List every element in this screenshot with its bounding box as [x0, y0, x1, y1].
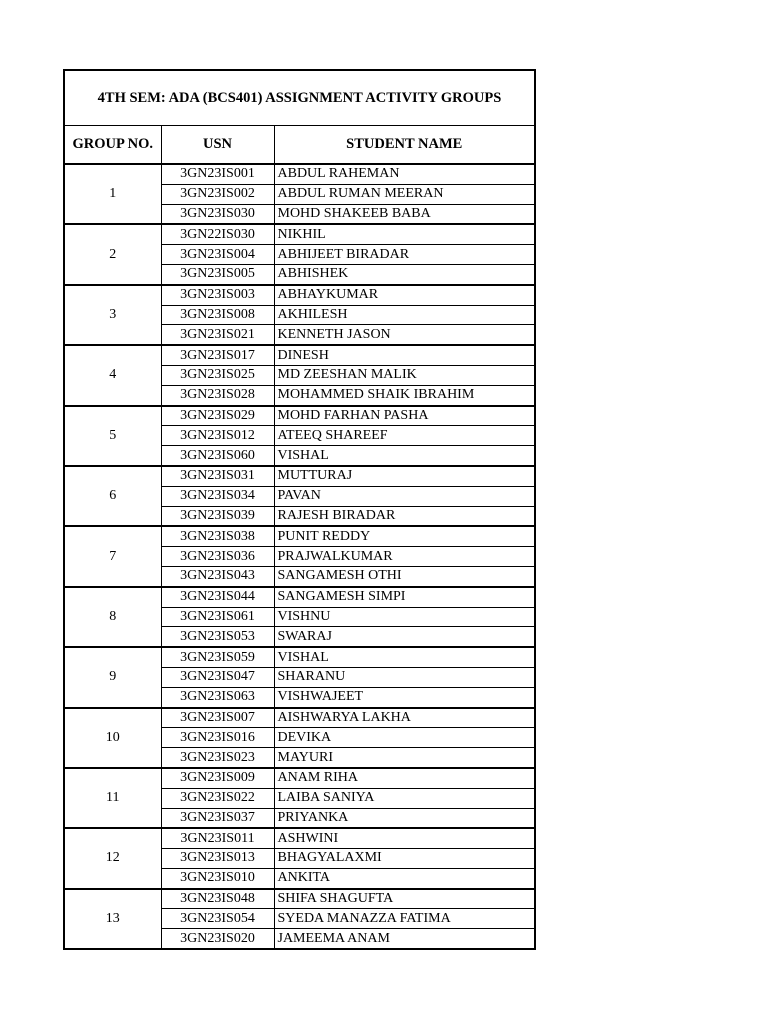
student-name-cell: ABDUL RAHEMAN	[274, 164, 535, 184]
usn-cell: 3GN23IS031	[161, 466, 274, 486]
student-name-cell: KENNETH JASON	[274, 325, 535, 345]
usn-cell: 3GN23IS022	[161, 788, 274, 808]
usn-cell: 3GN23IS001	[161, 164, 274, 184]
student-name-cell: VISHAL	[274, 446, 535, 466]
usn-cell: 3GN23IS011	[161, 828, 274, 848]
group-number: 12	[64, 828, 161, 888]
usn-cell: 3GN23IS016	[161, 728, 274, 748]
usn-cell: 3GN23IS034	[161, 486, 274, 506]
student-name-cell: PAVAN	[274, 486, 535, 506]
table-row	[64, 406, 535, 426]
usn-cell: 3GN23IS036	[161, 547, 274, 567]
usn-cell: 3GN22IS030	[161, 224, 274, 244]
usn-cell: 3GN23IS054	[161, 909, 274, 929]
student-name-cell: MOHAMMED SHAIK IBRAHIM	[274, 385, 535, 405]
student-name-cell: NIKHIL	[274, 224, 535, 244]
student-name-cell: MD ZEESHAN MALIK	[274, 365, 535, 385]
usn-cell: 3GN23IS059	[161, 647, 274, 667]
usn-cell: 3GN23IS009	[161, 768, 274, 788]
sheet-title: 4TH SEM: ADA (BCS401) ASSIGNMENT ACTIVITY GROUPS	[64, 70, 535, 126]
group-number: 4	[64, 345, 161, 405]
student-name-cell: MOHD SHAKEEB BABA	[274, 204, 535, 224]
table-row	[64, 285, 535, 305]
student-name-cell: VISHWAJEET	[274, 687, 535, 707]
student-name-cell: SYEDA MANAZZA FATIMA	[274, 909, 535, 929]
student-name-cell: PRAJWALKUMAR	[274, 547, 535, 567]
usn-cell: 3GN23IS023	[161, 748, 274, 768]
usn-cell: 3GN23IS013	[161, 849, 274, 869]
student-name-cell: PRIYANKA	[274, 808, 535, 828]
student-name-cell: SWARAJ	[274, 627, 535, 647]
student-name-cell: AKHILESH	[274, 305, 535, 325]
usn-cell: 3GN23IS005	[161, 264, 274, 284]
group-number: 6	[64, 466, 161, 526]
group-number: 7	[64, 526, 161, 586]
student-name-cell: SHIFA SHAGUFTA	[274, 889, 535, 909]
student-name-cell: ABHAYKUMAR	[274, 285, 535, 305]
table-row	[64, 708, 535, 728]
student-name-cell: MAYURI	[274, 748, 535, 768]
student-name-cell: SHARANU	[274, 667, 535, 687]
usn-cell: 3GN23IS012	[161, 426, 274, 446]
table-row	[64, 768, 535, 788]
usn-cell: 3GN23IS044	[161, 587, 274, 607]
student-name-cell: ASHWINI	[274, 828, 535, 848]
usn-cell: 3GN23IS063	[161, 687, 274, 707]
usn-cell: 3GN23IS003	[161, 285, 274, 305]
student-name-cell: SANGAMESH SIMPI	[274, 587, 535, 607]
usn-cell: 3GN23IS030	[161, 204, 274, 224]
header-group-no: GROUP NO.	[64, 126, 161, 165]
student-name-cell: ABHIJEET BIRADAR	[274, 245, 535, 265]
student-name-cell: DINESH	[274, 345, 535, 365]
header-row	[64, 126, 535, 165]
student-name-cell: DEVIKA	[274, 728, 535, 748]
group-number: 8	[64, 587, 161, 647]
table-row	[64, 889, 535, 909]
student-name-cell: ABDUL RUMAN MEERAN	[274, 184, 535, 204]
table-row	[64, 164, 535, 184]
usn-cell: 3GN23IS029	[161, 406, 274, 426]
student-name-cell: VISHAL	[274, 647, 535, 667]
usn-cell: 3GN23IS037	[161, 808, 274, 828]
usn-cell: 3GN23IS047	[161, 667, 274, 687]
usn-cell: 3GN23IS002	[161, 184, 274, 204]
usn-cell: 3GN23IS053	[161, 627, 274, 647]
student-name-cell: JAMEEMA ANAM	[274, 929, 535, 949]
groups-table	[63, 69, 536, 950]
table-row	[64, 647, 535, 667]
group-number: 2	[64, 224, 161, 284]
student-name-cell: VISHNU	[274, 607, 535, 627]
usn-cell: 3GN23IS008	[161, 305, 274, 325]
usn-cell: 3GN23IS021	[161, 325, 274, 345]
student-name-cell: MOHD FARHAN PASHA	[274, 406, 535, 426]
student-name-cell: AISHWARYA LAKHA	[274, 708, 535, 728]
table-row	[64, 587, 535, 607]
group-number: 10	[64, 708, 161, 768]
student-name-cell: PUNIT REDDY	[274, 526, 535, 546]
student-name-cell: SANGAMESH OTHI	[274, 566, 535, 586]
groups-body	[64, 164, 535, 949]
group-number: 13	[64, 889, 161, 949]
student-name-cell: ANKITA	[274, 868, 535, 888]
table-row	[64, 828, 535, 848]
usn-cell: 3GN23IS038	[161, 526, 274, 546]
usn-cell: 3GN23IS020	[161, 929, 274, 949]
student-name-cell: ATEEQ SHAREEF	[274, 426, 535, 446]
table-row	[64, 526, 535, 546]
usn-cell: 3GN23IS004	[161, 245, 274, 265]
student-name-cell: MUTTURAJ	[274, 466, 535, 486]
usn-cell: 3GN23IS043	[161, 566, 274, 586]
student-name-cell: ABHISHEK	[274, 264, 535, 284]
usn-cell: 3GN23IS061	[161, 607, 274, 627]
group-number: 3	[64, 285, 161, 345]
student-name-cell: RAJESH BIRADAR	[274, 506, 535, 526]
groups-sheet	[63, 69, 534, 950]
usn-cell: 3GN23IS048	[161, 889, 274, 909]
header-usn: USN	[161, 126, 274, 165]
usn-cell: 3GN23IS039	[161, 506, 274, 526]
usn-cell: 3GN23IS025	[161, 365, 274, 385]
usn-cell: 3GN23IS017	[161, 345, 274, 365]
header-student-name: STUDENT NAME	[274, 126, 535, 165]
usn-cell: 3GN23IS007	[161, 708, 274, 728]
group-number: 11	[64, 768, 161, 828]
usn-cell: 3GN23IS010	[161, 868, 274, 888]
group-number: 1	[64, 164, 161, 224]
table-row	[64, 466, 535, 486]
table-row	[64, 345, 535, 365]
student-name-cell: LAIBA SANIYA	[274, 788, 535, 808]
student-name-cell: ANAM RIHA	[274, 768, 535, 788]
group-number: 5	[64, 406, 161, 466]
table-row	[64, 224, 535, 244]
student-name-cell: BHAGYALAXMI	[274, 849, 535, 869]
group-number: 9	[64, 647, 161, 707]
usn-cell: 3GN23IS060	[161, 446, 274, 466]
usn-cell: 3GN23IS028	[161, 385, 274, 405]
